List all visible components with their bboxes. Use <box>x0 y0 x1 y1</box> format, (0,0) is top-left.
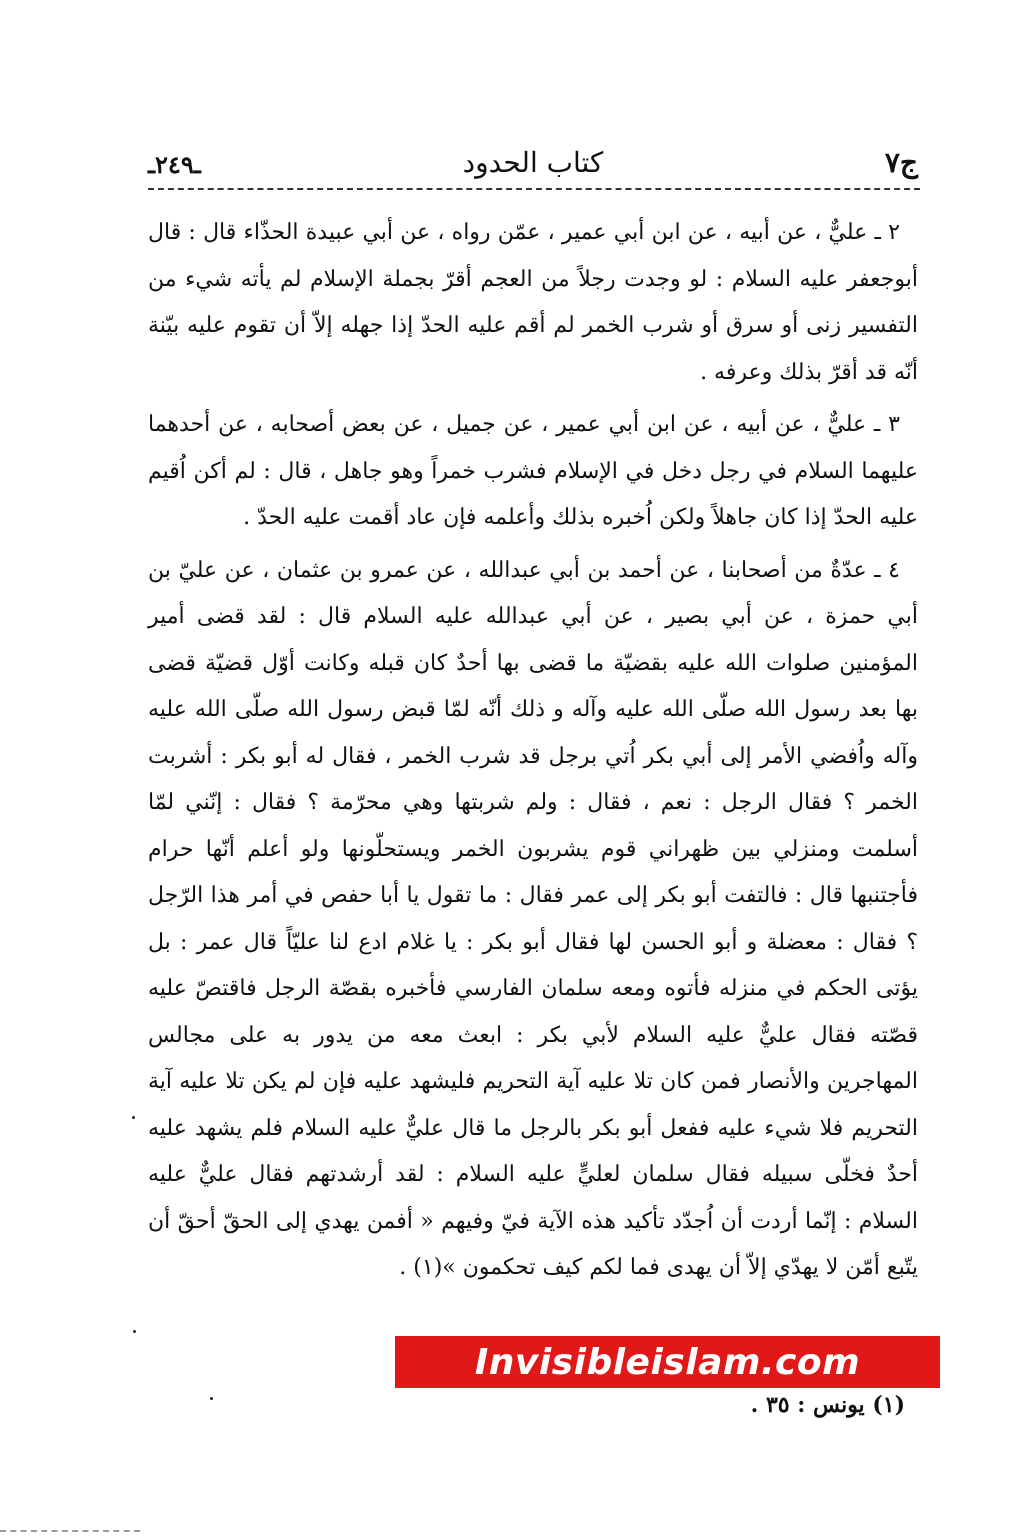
scan-speck <box>210 1397 213 1400</box>
hadith-paragraph-3: ٣ ـ عليٌّ ، عن أبيه ، عن ابن أبي عمير ، عن جميل ، عن بعض أصحابه ، عن أحدهما عليهما السلام في رجل دخل في الإسلام فشرب خمراً وهو جاهل ، قال : لم أكن اُقيم عليه الحدّ إذا كان جاهلاً ولكن اُخبره بذلك وأعلمه فإن عاد أقمت عليه الحدّ . <box>148 412 918 530</box>
main-text <box>148 210 918 1298</box>
watermark-banner <box>395 1336 940 1388</box>
scan-speck <box>132 1116 135 1119</box>
header-divider <box>148 188 920 190</box>
page-header <box>148 140 918 184</box>
hadith-paragraph-4: ٤ ـ عدّةٌ من أصحابنا ، عن أحمد بن أبي عبدالله ، عن عمرو بن عثمان ، عن عليّ بن أبي حمزة ، عن أبي بصير ، عن أبي عبدالله عليه السلام قال : لقد قضى أمير المؤمنين صلوات الله عليه بقضيّة ما قضى بها أحدٌ كان قبله وكانت أوّل قضيّة قضى بها بعد رسول الله صلّى الله عليه وآله و ذلك أنّه لمّا قبض رسول الله صلّى الله عليه وآله واُفضي الأمر إلى أبي بكر اُتي برجل قد شرب الخمر ، فقال له أبو بكر : أشربت الخمر ؟ فقال الرجل : نعم ، فقال : ولم شربتها وهي محرّمة ؟ فقال : إنّني لمّا أسلمت ومنزلي بين ظهراني قوم يشربون الخمر ويستحلّونها ولو أعلم أنّها حرام فأجتنبها قال : فالتفت أبو بكر إلى عمر فقال : ما تقول يا أبا حفص في أمر هذا الرّجل ؟ فقال : معضلة و أبو الحسن لها فقال أبو بكر : يا غلام ادع لنا عليّاً قال عمر : بل يؤتى الحكم في منزله فأتوه ومعه سلمان الفارسي فأخبره بقصّة الرجل فاقتصّ عليه قصّته فقال عليٌّ عليه السلام لأبي بكر : ابعث معه من يدور به على مجالس المهاجرين والأنصار فمن كان تلا عليه آية التحريم فليشهد عليه فإن لم يكن تلا عليه آية التحريم فلا شيء عليه ففعل أبو بكر بالرجل ما قال عليٌّ عليه السلام فلم يشهد عليه أحدٌ فخلّى سبيله فقال سلمان لعليٍّ عليه السلام : لقد أرشدتهم فقال عليٌّ عليه السلام : إنّما أردت أن اُجدّد تأكيد هذه الآية فيّ وفيهم « أفمن يهدي إلى الحقّ أحقّ أن يتّبع أمّن لا يهدّي إلاّ أن يهدى فما لكم كيف تحكمون »(١) . <box>148 557 918 1280</box>
volume-number: ج٧ <box>884 146 918 179</box>
scan-edge-mark <box>0 1530 140 1532</box>
hadith-paragraph-2: ٢ ـ عليٌّ ، عن أبيه ، عن ابن أبي عمير ، عمّن رواه ، عن أبي عبيدة الحذّاء قال : قال أبوجعفر عليه السلام : لو وجدت رجلاً من العجم أقرّ بجملة الإسلام لم يأته شيء من التفسير زنى أو سرق أو شرب الخمر لم أقم عليه الحدّ إذا جهله إلاّ أن تقوم عليه بيّنة أنّه قد أقرّ بذلك وعرفه . <box>148 220 918 385</box>
footnote: (١) يونس : ٣٥ . <box>750 1392 905 1418</box>
scan-speck <box>133 1330 136 1333</box>
chapter-title: كتاب الحدود <box>462 146 604 179</box>
watermark-text: Invisibleislam.com <box>474 1341 861 1383</box>
page-number: ـ٢٤٩ـ <box>148 150 201 179</box>
